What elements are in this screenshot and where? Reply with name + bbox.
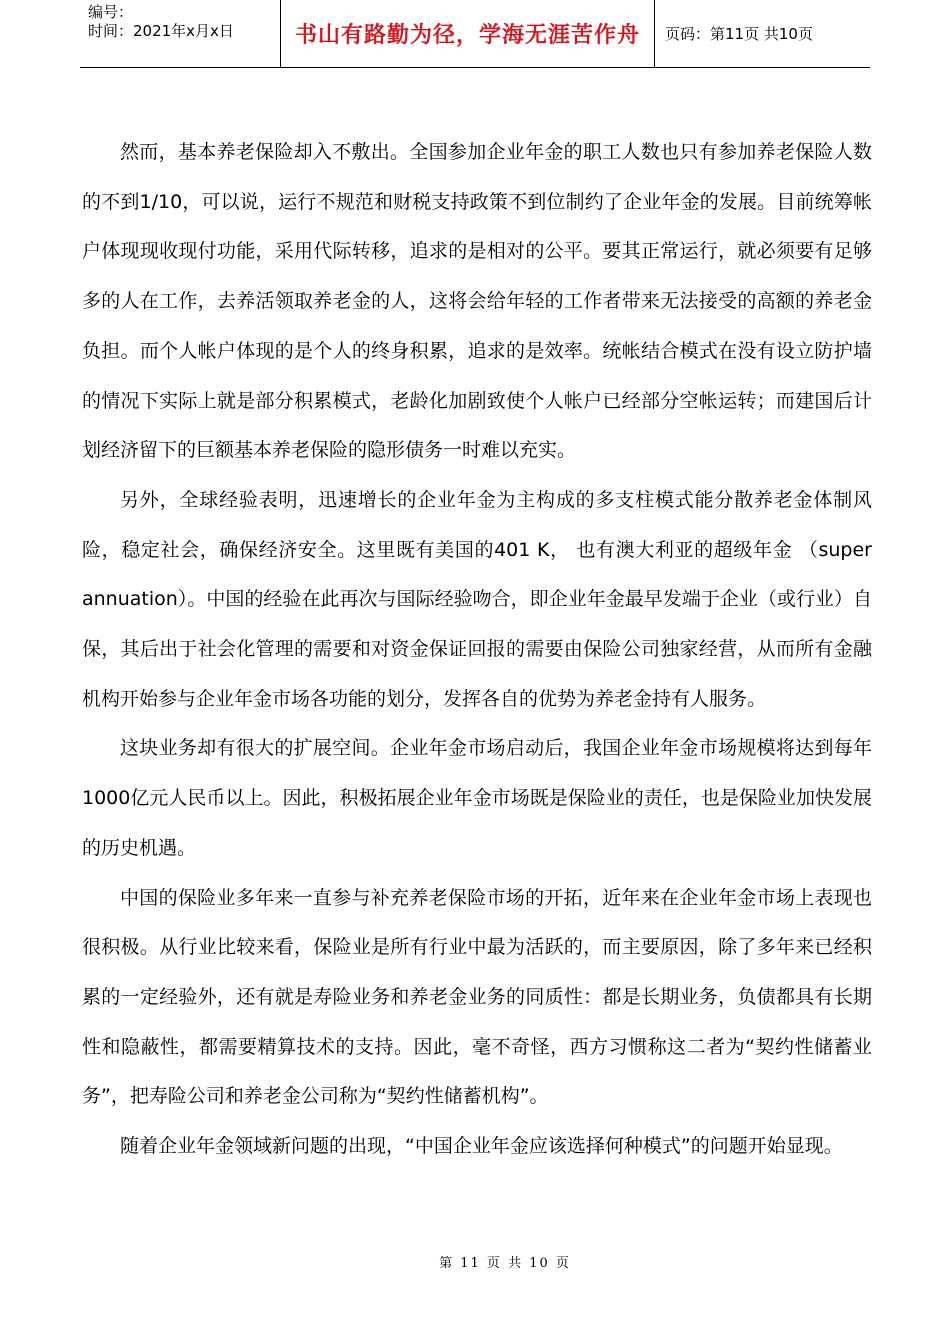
header-motto: 书山有路勤为径，学海无涯苦作舟 (294, 23, 640, 48)
body-paragraph: 这块业务却有很大的扩展空间。企业年金市场启动后，我国企业年金市场规模将达到每年1000亿元人民币以上。因此，积极拓展企业年金市场既是保险业的责任，也是保险业加快发展的历史机遇。 (82, 737, 872, 859)
body-paragraph: 然而，基本养老保险却入不敷出。全国参加企业年金的职工人数也只有参加养老保险人数的不到1/10，可以说，运行不规范和财税支持政策不到位制约了企业年金的发展。目前统筹帐户体现现收现付功能，采用代际转移，追求的是相对的公平。要其正常运行，就必须要有足够多的人在工作，去养活领取养老金的人，这将会给年轻的工作者带来无法接受的高额的养老金负担。而个人帐户体现的是个人的终身积累，追求的是效率。统帐结合模式在没有设立防护墙的情况下实际上就是部分积累模式，老龄化加剧致使个人帐户已经部分空帐运转；而建国后计划经济留下的巨额基本养老保险的隐形债务一时难以充实。 (82, 141, 872, 462)
header-motto-cell (281, 0, 655, 67)
header-page-cell (655, 0, 870, 67)
body-paragraph: 随着企业年金领域新问题的出现，“中国企业年金应该选择何种模式”的问题开始显现。 (120, 1135, 843, 1158)
document-time-label: 时间：2021年x月x日 (88, 22, 234, 40)
document-body (82, 128, 872, 1172)
body-paragraph: 另外，全球经验表明，迅速增长的企业年金为主构成的多支柱模式能分散养老金体制风险，稳定社会，确保经济安全。这里既有美国的401 K， 也有澳大利亚的超级年金 （super annuation）。中国的经验在此再次与国际经验吻合，即企业年金最早发端于企业（或行业）自保，其后出于社会化管理的需要和对资金保证回报的需要由保险公司独家经营，从而所有金融机构开始参与企业年金市场各功能的划分，发挥各自的优势为养老金持有人服务。 (82, 488, 872, 710)
body-paragraph: 中国的保险业多年来一直参与补充养老保险市场的开拓，近年来在企业年金市场上表现也很积极。从行业比较来看，保险业是所有行业中最为活跃的，而主要原因，除了多年来已经积累的一定经验外，还有就是寿险业务和养老金业务的同质性：都是长期业务，负债都具有长期性和隐蔽性，都需要精算技术的支持。因此，毫不奇怪，西方习惯称这二者为“契约性储蓄业务”，把寿险公司和养老金公司称为“契约性储蓄机构”。 (82, 886, 872, 1108)
header-meta-cell (80, 0, 281, 67)
header-page-info: 页码：第11页 共10页 (665, 25, 813, 43)
page-footer: 第 11 页 共 10 页 (439, 1256, 571, 1271)
document-number-label: 编号： (88, 3, 134, 21)
page-header (80, 0, 870, 68)
